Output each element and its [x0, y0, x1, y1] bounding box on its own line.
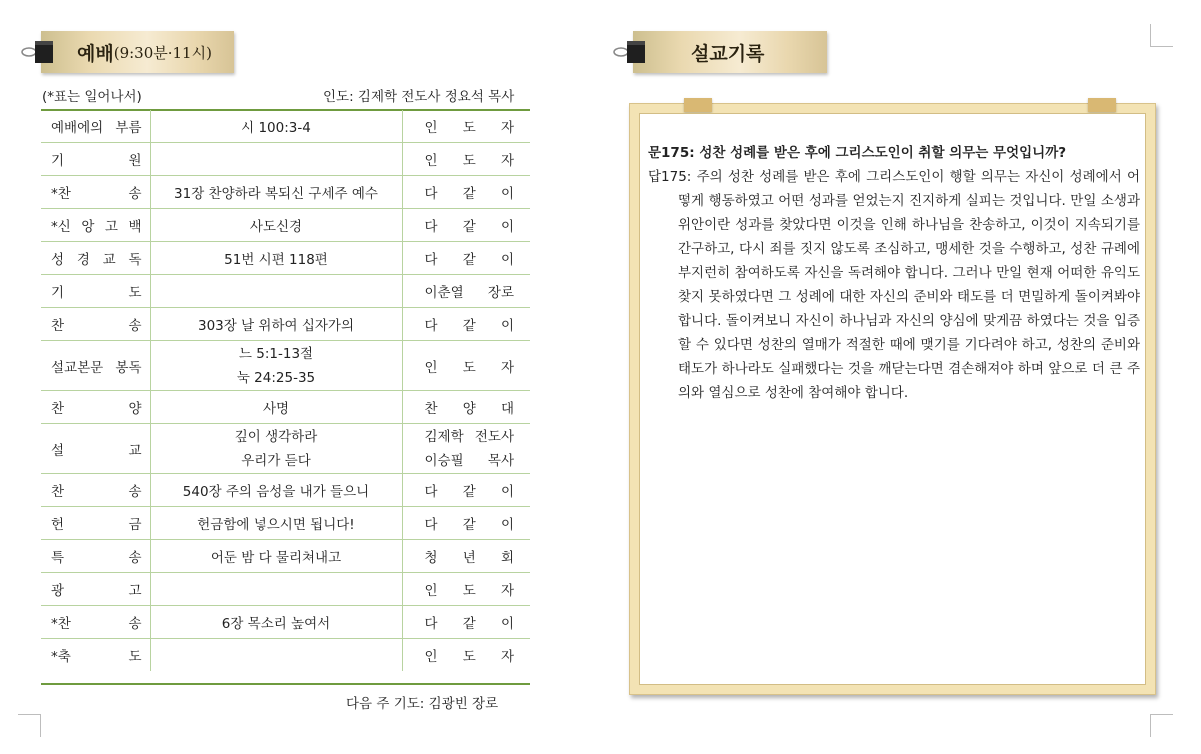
order-item-text: 성 경 교 독 [51, 252, 142, 268]
order-row [41, 308, 530, 341]
order-content [150, 474, 402, 507]
order-content-text: 31장 찬양하라 복되신 구세주 예수 [174, 186, 378, 202]
order-content [150, 424, 402, 474]
order-item-text: 예배에의 부름 [51, 120, 142, 136]
order-content [150, 341, 402, 391]
order-person-text: 인 도 자 [424, 649, 514, 665]
order-row [41, 110, 530, 143]
catechism-question: 문175: 성찬 성례를 받은 후에 그리스도인이 취할 의무는 무엇입니까? [648, 145, 1067, 161]
order-person-text: 다 같 이 [424, 318, 514, 334]
order-item-text: *축 도 [51, 649, 142, 665]
order-person [402, 573, 530, 606]
order-person-text: 인 도 자 [424, 359, 514, 376]
catechism-answer: 답175: 주의 성찬 성례를 받은 후에 그리스도인이 행할 의무는 자신이 성례에서 어떻게 행동하였고 어떤 성과를 얻었는지 진지하게 실피는 것입니다. 만일 소생과 위안이란 성과를 찾았다면 이것을 인해 하나님을 찬송하고, 이것이 지속되기를 간구하고, 다시 죄를 짓지 않도록 조심하고, 맹세한 것을 수행하고, 성찬 규례에 부지런히 참여하도록 자신을 독려해야 합니다. 그러나 만일 현재 어떠한 유익도 찾지 못하였다면 그 성례에 대한 자신의 준비와 태도를 더 면밀하게 돌이켜봐야 합니다. 돌이켜보니 자신이 하나님과 자신의 양심에 맞게끔 하였다는 것을 입증할 수 있다면 성찬의 열매가 적절한 때에 맺기를 기다려야 하고, 성찬의 준비와 태도가 하나라도 실패했다는 것을 깨닫는다면 겸손해져야 하며 앞으로 더 큰 주의와 열심으로 성찬에 참여해야 합니다. [648, 169, 1140, 401]
order-row [41, 639, 530, 672]
order-person-text: 다 같 이 [424, 186, 514, 202]
order-person [402, 507, 530, 540]
order-item [41, 424, 150, 474]
order-item-text: 설 교 [51, 442, 142, 459]
worship-banner [41, 31, 234, 73]
order-item [41, 209, 150, 242]
order-person [402, 242, 530, 275]
order-person [402, 275, 530, 308]
order-person [402, 143, 530, 176]
order-person [402, 540, 530, 573]
tape-left [684, 98, 712, 112]
order-row [41, 341, 530, 391]
order-content [150, 308, 402, 341]
binder-clip-icon [613, 38, 647, 66]
order-content [150, 143, 402, 176]
table-bottom-rule [41, 683, 530, 685]
order-row [41, 209, 530, 242]
crop-mark-top-right [1150, 24, 1173, 47]
order-item [41, 573, 150, 606]
order-row [41, 424, 530, 474]
standing-note: (*표는 일어나서) [42, 89, 142, 105]
order-person-text: 다 같 이 [424, 252, 514, 268]
sermon-record-title: 설교기록 [691, 42, 765, 65]
order-item-text: 설교본문 봉독 [51, 359, 142, 376]
order-person [402, 424, 530, 474]
order-item [41, 143, 150, 176]
order-row [41, 573, 530, 606]
order-content [150, 639, 402, 672]
worship-title: 예배 [77, 42, 114, 65]
order-person [402, 474, 530, 507]
order-person-text: 김제학 전도사 [424, 428, 514, 445]
order-content [150, 209, 402, 242]
catechism-section [648, 141, 1140, 405]
order-content [150, 507, 402, 540]
order-content-text: 사도신경 [249, 219, 303, 235]
order-person [402, 209, 530, 242]
order-item [41, 507, 150, 540]
order-person-text: 인 도 자 [424, 153, 514, 169]
order-content-text: 헌금함에 넣으시면 됩니다! [197, 517, 355, 533]
order-person-text: 인 도 자 [424, 120, 514, 136]
order-content-text: 깊이 생각하라 [234, 428, 318, 445]
order-content [150, 110, 402, 143]
order-item-text: 찬 송 [51, 318, 142, 334]
order-person [402, 606, 530, 639]
order-person [402, 341, 530, 391]
order-content-text: 어둔 밤 다 물리쳐내고 [210, 550, 342, 566]
order-item [41, 639, 150, 672]
order-item-text: 헌 금 [51, 517, 142, 533]
order-content [150, 606, 402, 639]
order-person-text: 다 같 이 [424, 517, 514, 533]
order-item-text: 찬 양 [51, 401, 142, 417]
order-row [41, 275, 530, 308]
order-item [41, 110, 150, 143]
order-person [402, 176, 530, 209]
order-person [402, 391, 530, 424]
order-content [150, 275, 402, 308]
order-item-text: 찬 송 [51, 484, 142, 500]
order-content-text: 우리가 듣다 [241, 452, 311, 469]
order-item-text: *찬 송 [51, 186, 142, 202]
order-content-text: 눅 24:25-35 [236, 369, 316, 386]
order-person [402, 308, 530, 341]
order-person [402, 639, 530, 672]
order-item-text: *찬 송 [51, 616, 142, 632]
order-item-text: 기 원 [51, 153, 142, 169]
sermon-record-banner [633, 31, 827, 73]
worship-time: (9:30분·11시) [113, 43, 212, 62]
order-person-text: 다 같 이 [424, 219, 514, 235]
order-item [41, 606, 150, 639]
order-item-text: *신 앙 고 백 [51, 219, 142, 235]
order-person-text: 인 도 자 [424, 583, 514, 599]
order-content-text: 사명 [262, 401, 290, 417]
order-item [41, 391, 150, 424]
order-content [150, 391, 402, 424]
order-content [150, 242, 402, 275]
order-item-text: 특 송 [51, 550, 142, 566]
order-item [41, 540, 150, 573]
order-content-text: 303장 날 위하여 십자가의 [197, 318, 354, 334]
order-content-text: 6장 목소리 높여서 [221, 616, 331, 632]
order-row [41, 176, 530, 209]
order-content-text: 51번 시편 118편 [224, 252, 328, 268]
worship-leader: 인도: 김제학 전도사 정요석 목사 [323, 89, 515, 105]
order-row [41, 242, 530, 275]
order-person [402, 110, 530, 143]
order-content-text: 느 5:1-13절 [238, 345, 314, 362]
binder-clip-icon [21, 38, 55, 66]
order-content-text: 540장 주의 음성을 내가 들으니 [182, 484, 370, 500]
order-content [150, 540, 402, 573]
order-person-text: 다 같 이 [424, 616, 514, 632]
crop-mark-bottom-right [1150, 714, 1173, 737]
order-row [41, 606, 530, 639]
order-person-text: 이춘열 장로 [424, 285, 514, 301]
order-row [41, 143, 530, 176]
order-content-text: 시 100:3-4 [241, 120, 311, 136]
order-item [41, 176, 150, 209]
order-item [41, 308, 150, 341]
order-item-text: 광 고 [51, 583, 142, 599]
order-item [41, 474, 150, 507]
order-person-text: 이승필 목사 [424, 452, 514, 469]
order-row [41, 474, 530, 507]
tape-right [1088, 98, 1116, 112]
order-item [41, 242, 150, 275]
order-content [150, 573, 402, 606]
order-row [41, 391, 530, 424]
order-row [41, 507, 530, 540]
order-item [41, 341, 150, 391]
worship-order-table [41, 110, 530, 671]
order-person-text: 다 같 이 [424, 484, 514, 500]
order-item [41, 275, 150, 308]
order-content [150, 176, 402, 209]
next-week-prayer: 다음 주 기도: 김광빈 장로 [346, 696, 499, 712]
crop-mark-bottom-left [18, 714, 41, 737]
order-person-text: 청 년 회 [424, 550, 514, 566]
order-person-text: 찬 양 대 [424, 401, 514, 417]
order-item-text: 기 도 [51, 285, 142, 301]
order-row [41, 540, 530, 573]
